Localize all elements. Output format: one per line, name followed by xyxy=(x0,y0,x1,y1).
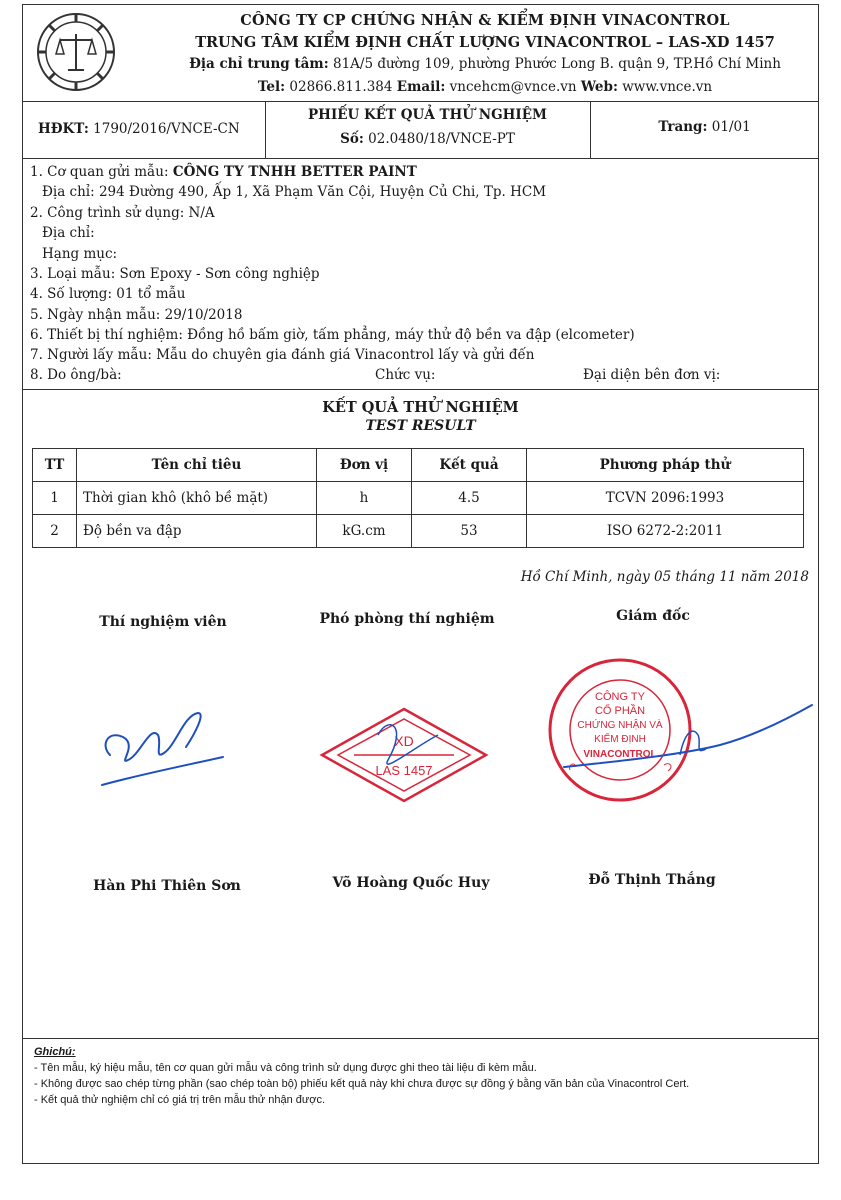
cell: TCVN 2096:1993 xyxy=(527,482,804,515)
result-title-en: TEST RESULT xyxy=(365,418,476,434)
contact-line xyxy=(140,79,830,95)
center-address xyxy=(140,56,830,72)
sample-type: 3. Loại mẫu: Sơn Epoxy - Sơn công nghiệp xyxy=(30,266,320,282)
contract-label: HĐKT: xyxy=(38,121,89,137)
divider xyxy=(22,1038,819,1039)
col-header: TT xyxy=(33,449,77,482)
center-name: TRUNG TÂM KIỂM ĐỊNH CHẤT LƯỢNG VINACONTROL – LAS-XD 1457 xyxy=(195,34,775,51)
seal-line-3: CHỨNG NHẬN VÀ xyxy=(577,720,663,731)
note-1: - Tên mẫu, ký hiệu mẫu, tên cơ quan gửi mẫu và công trình sử dụng được ghi theo tài liệu đi kèm mẫu. xyxy=(34,1062,537,1074)
cell: 4.5 xyxy=(412,482,527,515)
signer-title-1: Thí nghiệm viên xyxy=(99,614,227,630)
project-address xyxy=(30,225,95,241)
result-title: KẾT QUẢ THỬ NGHIỆM xyxy=(322,399,519,416)
address-label: Địa chỉ trung tâm: xyxy=(189,56,329,72)
cell: h xyxy=(317,482,412,515)
sender-label: 1. Cơ quan gửi mẫu: xyxy=(30,164,169,180)
cell: Thời gian khô (khô bề mặt) xyxy=(77,482,317,515)
note-3: - Kết quả thử nghiệm chỉ có giá trị trên mẫu thử nhận được. xyxy=(34,1094,326,1106)
col-header: Tên chỉ tiêu xyxy=(77,449,317,482)
company-logo xyxy=(34,10,118,94)
note-2: - Không được sao chép từng phần (sao chép toàn bộ) phiếu kết quả này khi chưa được sự đồng ý bằng văn bản của Vinacontrol Cert. xyxy=(34,1078,690,1090)
project-item xyxy=(30,246,117,262)
table-header-row xyxy=(33,449,804,482)
table-row xyxy=(33,482,804,515)
seal-line-4: KIỂM ĐỊNH xyxy=(594,734,646,745)
sender-value: CÔNG TY TNHH BETTER PAINT xyxy=(172,164,417,180)
signer-name-1: Hàn Phi Thiên Sơn xyxy=(93,878,241,894)
report-number-value: 02.0480/18/VNCE-PT xyxy=(368,131,515,147)
divider xyxy=(22,158,819,159)
signer-title-3: Giám đốc xyxy=(616,608,690,624)
signer-name-3: Đỗ Thịnh Thắng xyxy=(588,872,716,888)
cell: Độ bền va đập xyxy=(77,515,317,548)
issue-date: Hồ Chí Minh, ngày 05 tháng 11 năm 2018 xyxy=(520,569,809,585)
cell: ISO 6272-2:2011 xyxy=(527,515,804,548)
received-date: 5. Ngày nhận mẫu: 29/10/2018 xyxy=(30,307,243,323)
notes-block xyxy=(34,1044,689,1108)
project-item-text: Hạng mục: xyxy=(42,246,118,262)
divider xyxy=(22,389,819,390)
signature-3 xyxy=(560,695,815,775)
report-number-label: Số: xyxy=(340,131,364,147)
notes-title: Ghichú: xyxy=(34,1046,76,1058)
table-row xyxy=(33,515,804,548)
web-label: Web: xyxy=(580,79,618,95)
las-stamp-top: XD xyxy=(394,733,414,749)
las-stamp-bottom: LAS 1457 xyxy=(375,763,433,778)
cell: 2 xyxy=(33,515,77,548)
signer-name-2: Võ Hoàng Quốc Huy xyxy=(332,875,490,891)
page-number xyxy=(590,119,819,135)
seal-line-1: CÔNG TY xyxy=(595,691,645,703)
sender-address xyxy=(30,184,546,200)
sample-quantity: 4. Số lượng: 01 tổ mẫu xyxy=(30,286,186,302)
cell: kG.cm xyxy=(317,515,412,548)
sender-line xyxy=(30,164,417,180)
cell: 1 xyxy=(33,482,77,515)
result-table xyxy=(32,448,804,548)
address-value: 81A/5 đường 109, phường Phước Long B. quận 9, TP.Hồ Chí Minh xyxy=(332,56,781,72)
contract-number xyxy=(38,121,240,137)
test-equipment: 6. Thiết bị thí nghiệm: Đồng hồ bấm giờ, tấm phẳng, máy thử độ bền va đập (elcometer) xyxy=(30,327,635,343)
company-name: CÔNG TY CP CHỨNG NHẬN & KIỂM ĐỊNH VINACONTROL xyxy=(240,12,730,29)
project-line: 2. Công trình sử dụng: N/A xyxy=(30,205,215,221)
cell: 53 xyxy=(412,515,527,548)
representative-line: 8. Do ông/bà: xyxy=(30,367,122,383)
seal-line-5: VINACONTROL xyxy=(583,749,657,760)
col-header: Đơn vị xyxy=(317,449,412,482)
tel-label: Tel: xyxy=(257,79,286,95)
contract-value: 1790/2016/VNCE-CN xyxy=(93,121,240,137)
email-label: Email: xyxy=(396,79,446,95)
col-header: Phương pháp thử xyxy=(527,449,804,482)
divider xyxy=(22,101,819,102)
signature-1 xyxy=(98,705,228,795)
sampler: 7. Người lấy mẫu: Mẫu do chuyên gia đánh giá Vinacontrol lấy và gửi đến xyxy=(30,347,535,363)
report-number xyxy=(265,131,590,147)
signer-title-2: Phó phòng thí nghiệm xyxy=(319,611,495,627)
tel-value: 02866.811.384 xyxy=(289,79,393,95)
unit-rep-label: Đại diện bên đơn vị: xyxy=(583,367,721,383)
web-value: www.vnce.vn xyxy=(622,79,713,95)
position-label: Chức vụ: xyxy=(375,367,436,383)
project-address-text: Địa chỉ: xyxy=(42,225,95,241)
las-stamp xyxy=(318,705,490,805)
seal-line-2: CỔ PHẦN xyxy=(594,705,646,717)
sender-address-text: Địa chỉ: 294 Đường 490, Ấp 1, Xã Phạm Văn Cội, Huyện Củ Chi, Tp. HCM xyxy=(42,184,547,200)
col-header: Kết quả xyxy=(412,449,527,482)
report-title: PHIẾU KẾT QUẢ THỬ NGHIỆM xyxy=(308,107,547,123)
page-label: Trang: xyxy=(658,119,708,135)
page-value: 01/01 xyxy=(711,119,751,135)
email-value: vncehcm@vnce.vn xyxy=(449,79,577,95)
